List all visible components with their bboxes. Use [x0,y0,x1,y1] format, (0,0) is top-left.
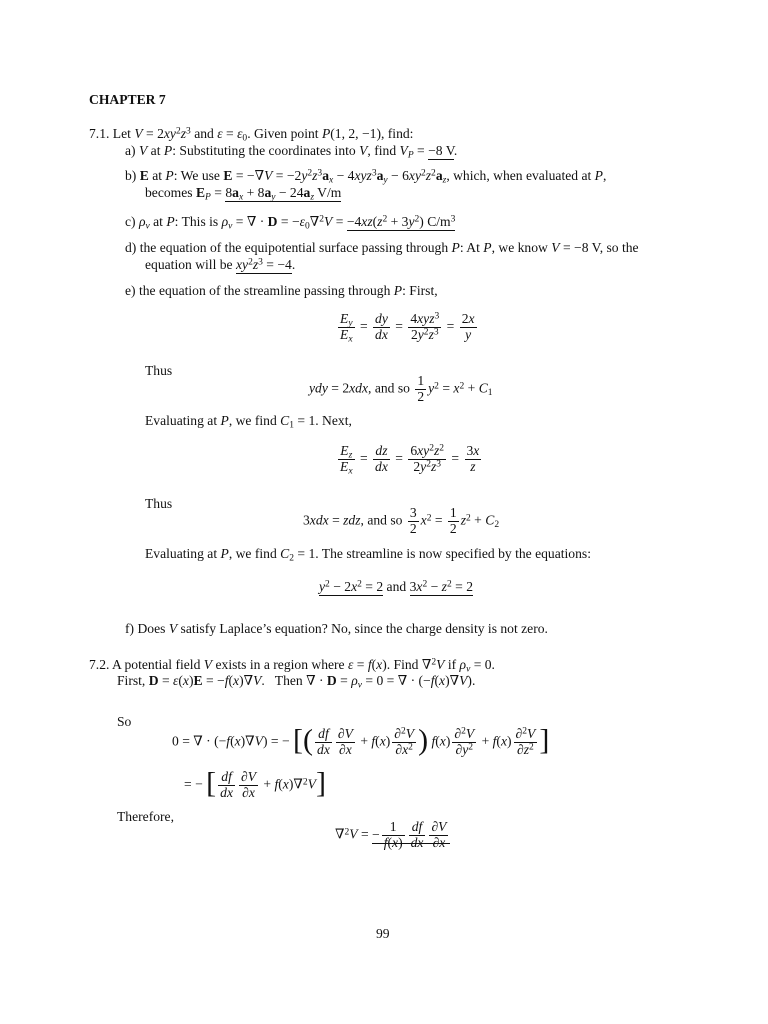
equation-laplacian-expansion: 0 = ∇ · (−f(x)∇V) = − [( $\frac{df}{dx}$ $\frac{\partial V}{\partial x}$ + f(x) $\frac{\partial^2V}{\partial x^2}$ ) f(x) $\frac{\partial^2V}{\partial y^2}$ + f(x) $\frac{\partial^2V}{\partial z^2}$ ] [172,723,550,757]
part-e: e) the equation of the streamline passing through P: First, [125,283,438,298]
thus-label-2: Thus [145,496,173,511]
equation-simplified: = − [ $\frac{df}{dx}$ $\frac{\partial V}{\partial x}$ + f(x)∇$^2$V] [184,766,326,800]
so-label: So [117,714,132,729]
evaluating-c1: Evaluating at P, we find $C_1 = 1$. Next, [145,413,352,431]
part-d: d) the equation of the equipotential surface passing through P: At P, we know V = −8 V, so the [125,240,639,255]
problem-7-1-statement: 7.1. Let $V = 2xy^2z^3$ and $\varepsilon = \varepsilon_0$. Given point P(1, 2, −1), find: [89,126,414,144]
equation-result: ∇$^2$V = − $\frac{1}{f(x)}$ $\frac{df}{dx}$ $\frac{\partial V}{\partial x}$ [335,820,450,851]
part-c: c) $\rho_v$ at P: This is $\rho_v$ = ∇ · $D = -\varepsilon_0\nabla^2V = -4xz(z^2 + 3y^2)$ $C/m^3$ [125,214,456,232]
evaluating-c2: Evaluating at P, we find $C_2 = 1$. The streamline is now specified by the equations: [145,546,591,564]
equation-3xdx: 3xdx = zdz, and so $\frac{3}{2}$ $x^2$ = $\frac{1}{2}$ $z^2 + C_2$ [303,505,500,536]
part-d-cont: equation will be $xy^2z^3 = -4$. [145,257,296,272]
problem-7-2-first: First, D = ε(x)E = −f(x)∇V. Then ∇ · $D = \rho_v = 0$ = ∇ · (−f(x)∇V). [117,673,476,691]
problem-7-2-statement: 7.2. A potential field V exists in a region where ε = f(x). Find ∇$^2$V if $\rho_v = 0$. [89,657,495,675]
part-b: b) E at P: We use $E = -\nabla V = -2y^2z^3a_x - 4xyz^3a_y - 6xy^2z^2a_z$, which, when evaluated at P, [125,168,607,186]
problem-number: 7.2. [89,657,110,672]
streamline-equations: $y^2 - 2x^2 = 2$ and $3x^2 - z^2 = 2$ [319,579,473,594]
part-b-cont: becomes $E_P = 8a_x + 8a_y - 24a_z$ V/m [145,185,342,203]
equation-ez-ex: $\frac{E_z}{E_x}$ = $\frac{dz}{dx}$ = $\frac{6xy^2z^2}{2y^2z^3}$ = $\frac{3x}{z}$ [340,443,480,477]
thus-label-1: Thus [145,363,173,378]
equation-ydy: ydy = 2xdx, and so $\frac{1}{2}$ $y^2 = x^2 + C_1$ [309,373,493,404]
part-f: f) Does V satisfy Laplace’s equation? No, since the charge density is not zero. [125,621,548,636]
page-number: 99 [376,926,390,941]
part-a: a) V at P: Substituting the coordinates into V, find $V_P = -8$ V. [125,143,458,161]
problem-number: 7.1. [89,126,110,141]
therefore-label: Therefore, [117,809,174,824]
equation-ey-ex: $\frac{E_y}{E_x}$ = $\frac{dy}{dx}$ = $\frac{4xyz^3}{2y^2z^3}$ = $\frac{2x}{y}$ [340,311,475,345]
chapter-heading: CHAPTER 7 [89,92,166,107]
